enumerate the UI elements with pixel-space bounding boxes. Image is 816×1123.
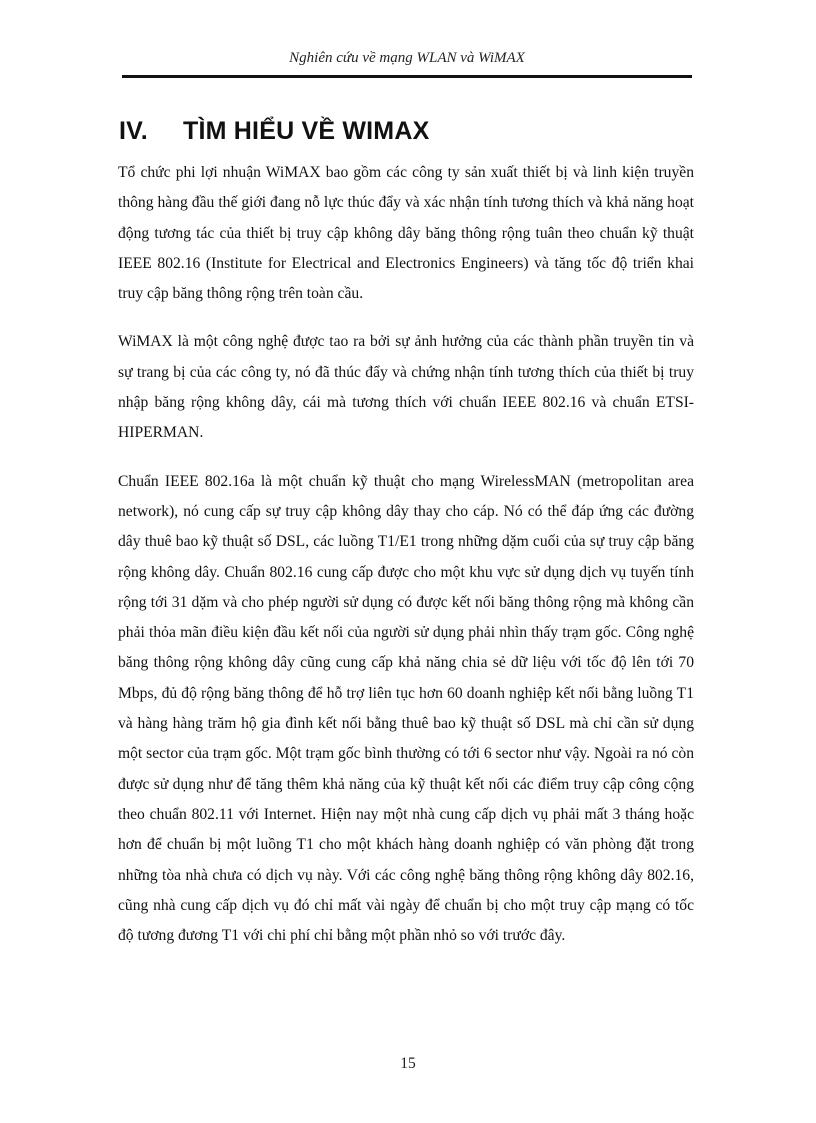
running-header: Nghiên cứu về mạng WLAN và WiMAX <box>289 50 525 66</box>
paragraph-1: Tổ chức phi lợi nhuận WiMAX bao gồm các công ty sản xuất thiết bị và linh kiện truyền thông hàng đầu thế giới đang nỗ lực thúc đẩy và xác nhận tính tương thích và khả năng hoạt động tương tác của thiết bị truy cập không dây băng thông rộng tuân theo chuẩn kỹ thuật IEEE 802.16 (Institute for Electrical and Electronics Engineers) và tăng tốc độ triển khai truy cập băng thông rộng trên toàn cầu. <box>118 164 694 303</box>
section-heading <box>119 117 429 146</box>
paragraph-3: Chuẩn IEEE 802.16a là một chuẩn kỹ thuật cho mạng WirelessMAN (metropolitan area network), nó cung cấp sự truy cập không dây thay cho cáp. Nó có thể đáp ứng các đường dây thuê bao kỹ thuật số DSL, các luồng T1/E1 trong những dặm cuối của sự truy cập băng rộng không dây. Chuẩn 802.16 cung cấp được cho một khu vực sử dụng dịch vụ tuyến tính rộng tới 31 dặm và cho phép người sử dụng có được kết nối băng thông rộng mà không cần phải thỏa mãn điều kiện đầu kết nối của người sử dụng phải nhìn thấy trạm gốc. Công nghệ băng thông rộng không dây cũng cung cấp khả năng chia sẻ dữ liệu với tốc độ lên tới 70 Mbps, đủ độ rộng băng thông để hỗ trợ liên tục hơn 60 doanh nghiệp kết nối bằng luồng T1 và hàng hàng trăm hộ gia đình kết nối bằng thuê bao kỹ thuật số DSL mà chỉ cần sử dụng một sector của trạm gốc. Một trạm gốc bình thường có tới 6 sector như vậy. Ngoài ra nó còn được sử dụng như để tăng thêm khả năng của kỹ thuật kết nối các điểm truy cập công cộng theo chuẩn 802.11 với Internet. Hiện nay một nhà cung cấp dịch vụ phải mất 3 tháng hoặc hơn để chuẩn bị một luồng T1 cho một khách hàng doanh nghiệp có văn phòng đặt trong những tòa nhà chưa có dịch vụ này. Với các công nghệ băng thông rộng không dây 802.16, cũng nhà cung cấp dịch vụ đó chỉ mất vài ngày để chuẩn bị cho một truy cập mạng có tốc độ tương đương T1 với chi phí chỉ bằng một phần nhỏ so với trước đây. <box>118 472 694 945</box>
body-text <box>118 158 694 969</box>
paragraph-2: WiMAX là một công nghệ được tao ra bởi sự ảnh hưởng của các thành phần truyền tin và sự trang bị của các công ty, nó đã thúc đẩy và chứng nhận tính tương thích của thiết bị truy nhập băng rộng không dây, cái mà tương thích với chuẩn IEEE 802.16 và chuẩn ETSI-HIPERMAN. <box>118 333 694 442</box>
section-title: TÌM HIỂU VỀ WIMAX <box>183 117 430 145</box>
header-divider <box>122 75 692 78</box>
page-number: 15 <box>400 1055 416 1072</box>
section-number: IV. <box>119 117 148 145</box>
